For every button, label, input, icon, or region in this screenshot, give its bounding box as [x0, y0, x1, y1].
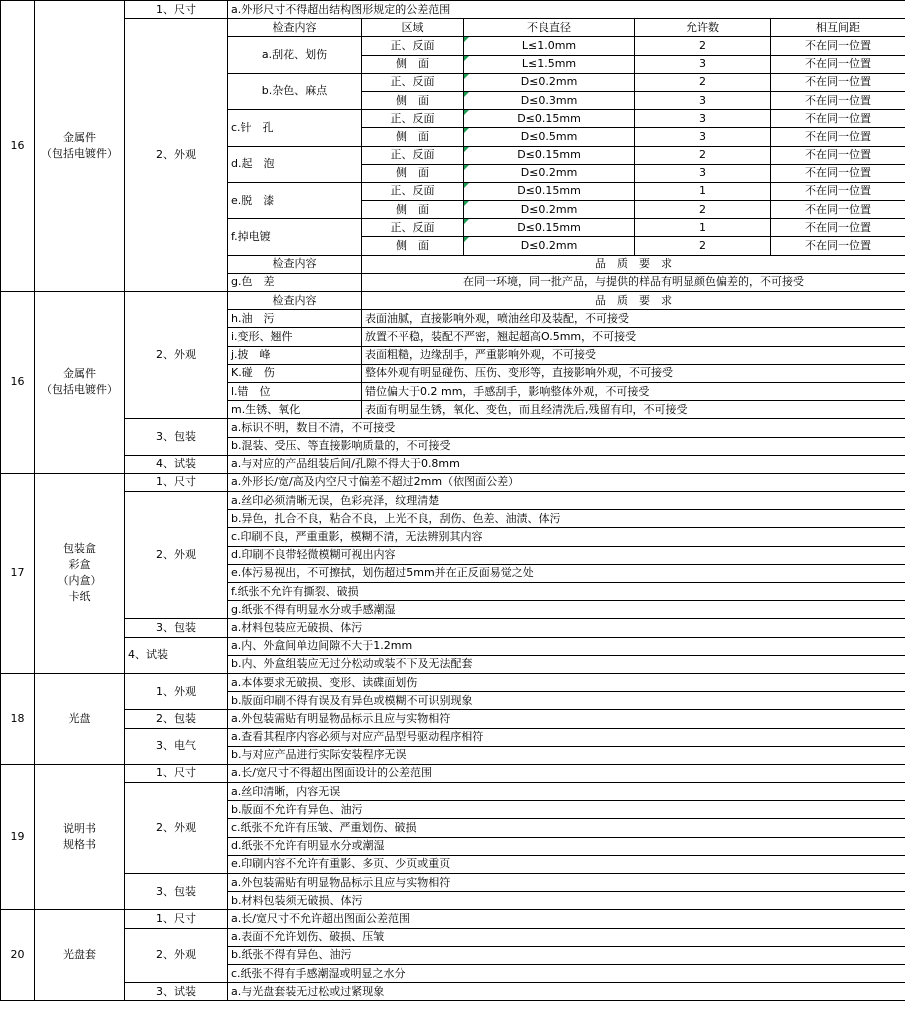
table-row [1, 637, 905, 655]
table-cell: c.纸张不得有手感潮湿或明显之水分 [228, 964, 905, 982]
table-cell: 表面有明显生锈，氧化、变色，而且经清洗后,残留有印，不可接受 [362, 401, 905, 419]
table-cell: 1 [635, 219, 771, 237]
table-cell: 正、反面 [362, 73, 464, 91]
table-row [1, 292, 905, 310]
table-cell: d.起 泡 [228, 146, 362, 182]
table-cell: 2 [635, 201, 771, 219]
table-cell: 不在同一位置 [771, 164, 905, 182]
table-row [1, 728, 905, 746]
table-cell: e.脱 漆 [228, 182, 362, 218]
table-cell: b.内、外盒组装应无过分松动或装不下及无法配套 [228, 655, 905, 673]
table-row [1, 910, 905, 928]
inspection-item: 3、包装 [125, 619, 228, 637]
table-cell: j.披 峰 [228, 346, 362, 364]
table-cell: 正、反面 [362, 182, 464, 200]
table-cell: 正、反面 [362, 219, 464, 237]
table-cell: 品 质 要 求 [362, 292, 905, 310]
table-cell: i.变形、翘件 [228, 328, 362, 346]
table-row [1, 619, 905, 637]
table-cell: D≤0.5mm [464, 128, 635, 146]
table-cell: 3 [635, 164, 771, 182]
table-cell: 不在同一位置 [771, 128, 905, 146]
table-cell: a.丝印清晰，内容无误 [228, 783, 905, 801]
table-cell: K.碰 伤 [228, 364, 362, 382]
inspection-item: 3、电气 [125, 728, 228, 764]
inspection-item: 4、试装 [125, 455, 228, 473]
inspection-item: 1、尺寸 [125, 764, 228, 782]
section-number: 19 [1, 764, 35, 910]
table-cell: b.材料包装须无破损、体污 [228, 892, 905, 910]
table-cell: d.纸张不允许有明显水分或潮湿 [228, 837, 905, 855]
table-cell: a.与对应的产品组装后间/孔隙不得大于0.8mm [228, 455, 905, 473]
inspection-item: 1、尺寸 [125, 910, 228, 928]
table-row [1, 710, 905, 728]
inspection-item: 3、包装 [125, 874, 228, 910]
section-number: 18 [1, 673, 35, 764]
inspection-item: 4、试装 [125, 637, 228, 673]
table-cell: D≤0.15mm [464, 219, 635, 237]
table-cell: D≤0.2mm [464, 73, 635, 91]
table-cell: 不在同一位置 [771, 55, 905, 73]
table-cell: e.印刷内容不允许有重影、多页、少页或重页 [228, 855, 905, 873]
table-row [1, 455, 905, 473]
table-cell: f.纸张不允许有撕裂、破损 [228, 583, 905, 601]
table-cell: a.表面不允许划伤、破损、压皱 [228, 928, 905, 946]
table-cell: b.混装、受压、等直接影响质量的，不可接受 [228, 437, 905, 455]
table-row [1, 673, 905, 691]
table-cell: 正、反面 [362, 37, 464, 55]
table-cell: 2 [635, 146, 771, 164]
table-cell: 检查内容 [228, 292, 362, 310]
table-row [1, 764, 905, 782]
table-cell: g.纸张不得有明显水分或手感潮湿 [228, 601, 905, 619]
table-cell: a.外包装需贴有明显物品标示且应与实物相符 [228, 874, 905, 892]
table-cell: 不在同一位置 [771, 91, 905, 109]
table-cell: 相互间距 [771, 19, 905, 37]
table-cell: 不在同一位置 [771, 146, 905, 164]
inspection-item: 2、外观 [125, 492, 228, 619]
table-cell: l.错 位 [228, 382, 362, 400]
section-number: 17 [1, 473, 35, 673]
table-cell: L≤1.0mm [464, 37, 635, 55]
section-number: 16 [1, 292, 35, 474]
table-cell: c.纸张不允许有压皱、严重划伤、破损 [228, 819, 905, 837]
inspection-item: 1、尺寸 [125, 1, 228, 19]
table-cell: 1 [635, 182, 771, 200]
table-row [1, 19, 905, 37]
table-row [1, 783, 905, 801]
table-cell: a.材料包装应无破损、体污 [228, 619, 905, 637]
table-cell: D≤0.2mm [464, 237, 635, 255]
table-row [1, 874, 905, 892]
table-cell: 不良直径 [464, 19, 635, 37]
table-cell: m.生锈、氧化 [228, 401, 362, 419]
table-cell: 不在同一位置 [771, 201, 905, 219]
table-cell: 不在同一位置 [771, 237, 905, 255]
table-cell: b.异色，扎合不良，粘合不良，上光不良，刮伤、色差、油渍、体污 [228, 510, 905, 528]
table-cell: 侧 面 [362, 164, 464, 182]
table-cell: D≤0.15mm [464, 110, 635, 128]
table-cell: 在同一环境，同一批产品，与提供的样品有明显颜色偏差的，不可接受 [362, 273, 905, 291]
table-cell: 错位偏大于0.2 mm，手感刮手，影响整体外观，不可接受 [362, 382, 905, 400]
part-name: 金属件 （包括电镀件） [35, 292, 125, 474]
section-number: 20 [1, 910, 35, 1001]
inspection-item: 1、尺寸 [125, 473, 228, 491]
table-cell: 放置不平稳，装配不严密，翘起超高O.5mm，不可接受 [362, 328, 905, 346]
table-cell: h.油 污 [228, 310, 362, 328]
table-cell: 不在同一位置 [771, 182, 905, 200]
table-cell: a.标识不明，数目不清，不可接受 [228, 419, 905, 437]
table-cell: b.版面印刷不得有误及有异色或模糊不可识别现象 [228, 692, 905, 710]
table-cell: a.外形尺寸不得超出结构图形规定的公差范围 [228, 1, 905, 19]
part-name: 包装盒 彩盒 （内盒） 卡纸 [35, 473, 125, 673]
table-cell: 3 [635, 128, 771, 146]
inspection-item: 2、外观 [125, 292, 228, 419]
table-cell: a.查看其程序内容必须与对应产品型号驱动程序相符 [228, 728, 905, 746]
table-cell: b.杂色、麻点 [228, 73, 362, 109]
table-cell: 不在同一位置 [771, 110, 905, 128]
table-cell: a.外形长/宽/高及内空尺寸偏差不超过2mm（依图面公差） [228, 473, 905, 491]
table-cell: 不在同一位置 [771, 73, 905, 91]
part-name: 光盘 [35, 673, 125, 764]
inspection-table-body [1, 1, 905, 1001]
inspection-item: 3、试装 [125, 983, 228, 1001]
table-cell: 3 [635, 55, 771, 73]
table-row [1, 492, 905, 510]
table-cell: d.印刷不良带轻微模糊可视出内容 [228, 546, 905, 564]
table-cell: a.刮花、划伤 [228, 37, 362, 73]
table-cell: a.内、外盒间单边间隙不大于1.2mm [228, 637, 905, 655]
inspection-item: 2、外观 [125, 783, 228, 874]
inspection-item: 2、外观 [125, 928, 228, 983]
table-cell: 侧 面 [362, 55, 464, 73]
table-cell: 正、反面 [362, 110, 464, 128]
table-cell: b.与对应产品进行实际安装程序无误 [228, 746, 905, 764]
part-name: 说明书 规格书 [35, 764, 125, 910]
inspection-item: 1、外观 [125, 673, 228, 709]
table-cell: 整体外观有明显碰伤、压伤、变形等，直接影响外观，不可接受 [362, 364, 905, 382]
table-row [1, 983, 905, 1001]
table-cell: D≤0.15mm [464, 146, 635, 164]
table-cell: 2 [635, 237, 771, 255]
table-cell: 3 [635, 110, 771, 128]
part-name: 金属件 （包括电镀件） [35, 1, 125, 292]
table-cell: 表面油腻，直接影响外观，喷油丝印及装配，不可接受 [362, 310, 905, 328]
table-row [1, 1, 905, 19]
table-cell: c.针 孔 [228, 110, 362, 146]
table-cell: D≤0.3mm [464, 91, 635, 109]
table-cell: a.长/宽尺寸不得超出图面设计的公差范围 [228, 764, 905, 782]
table-cell: D≤0.15mm [464, 182, 635, 200]
table-cell: 表面粗糙，边缘刮手，严重影响外观，不可接受 [362, 346, 905, 364]
table-cell: 2 [635, 73, 771, 91]
table-cell: g.色 差 [228, 273, 362, 291]
table-cell: f.掉电镀 [228, 219, 362, 255]
table-cell: 区域 [362, 19, 464, 37]
table-cell: 侧 面 [362, 128, 464, 146]
table-cell: 检查内容 [228, 19, 362, 37]
table-row [1, 419, 905, 437]
table-cell: 不在同一位置 [771, 37, 905, 55]
inspection-item: 2、外观 [125, 19, 228, 292]
table-cell: e.体污易视出，不可擦拭，划伤超过5mm并在正反面易觉之处 [228, 564, 905, 582]
inspection-item: 3、包装 [125, 419, 228, 455]
table-cell: 不在同一位置 [771, 219, 905, 237]
table-cell: a.外包装需贴有明显物品标示且应与实物相符 [228, 710, 905, 728]
table-cell: b.版面不允许有异色、油污 [228, 801, 905, 819]
table-cell: D≤0.2mm [464, 164, 635, 182]
table-cell: 允许数 [635, 19, 771, 37]
table-cell: a.本体要求无破损、变形、读碟面划伤 [228, 673, 905, 691]
table-cell: L≤1.5mm [464, 55, 635, 73]
table-cell: 2 [635, 37, 771, 55]
table-cell: 品 质 要 求 [362, 255, 905, 273]
section-number: 16 [1, 1, 35, 292]
table-row [1, 928, 905, 946]
table-cell: a.丝印必须清晰无误，色彩亮泽，纹理清楚 [228, 492, 905, 510]
table-cell: 侧 面 [362, 91, 464, 109]
table-cell: a.长/宽尺寸不允许超出图面公差范围 [228, 910, 905, 928]
table-cell: a.与光盘套装无过松或过紧现象 [228, 983, 905, 1001]
table-cell: 检查内容 [228, 255, 362, 273]
part-name: 光盘套 [35, 910, 125, 1001]
table-cell: b.纸张不得有异色、油污 [228, 946, 905, 964]
inspection-item: 2、包装 [125, 710, 228, 728]
table-cell: 3 [635, 91, 771, 109]
table-cell: D≤0.2mm [464, 201, 635, 219]
table-cell: 正、反面 [362, 146, 464, 164]
table-row [1, 473, 905, 491]
table-cell: c.印刷不良，严重重影，模糊不清，无法辨别其内容 [228, 528, 905, 546]
table-cell: 侧 面 [362, 201, 464, 219]
table-cell: 侧 面 [362, 237, 464, 255]
